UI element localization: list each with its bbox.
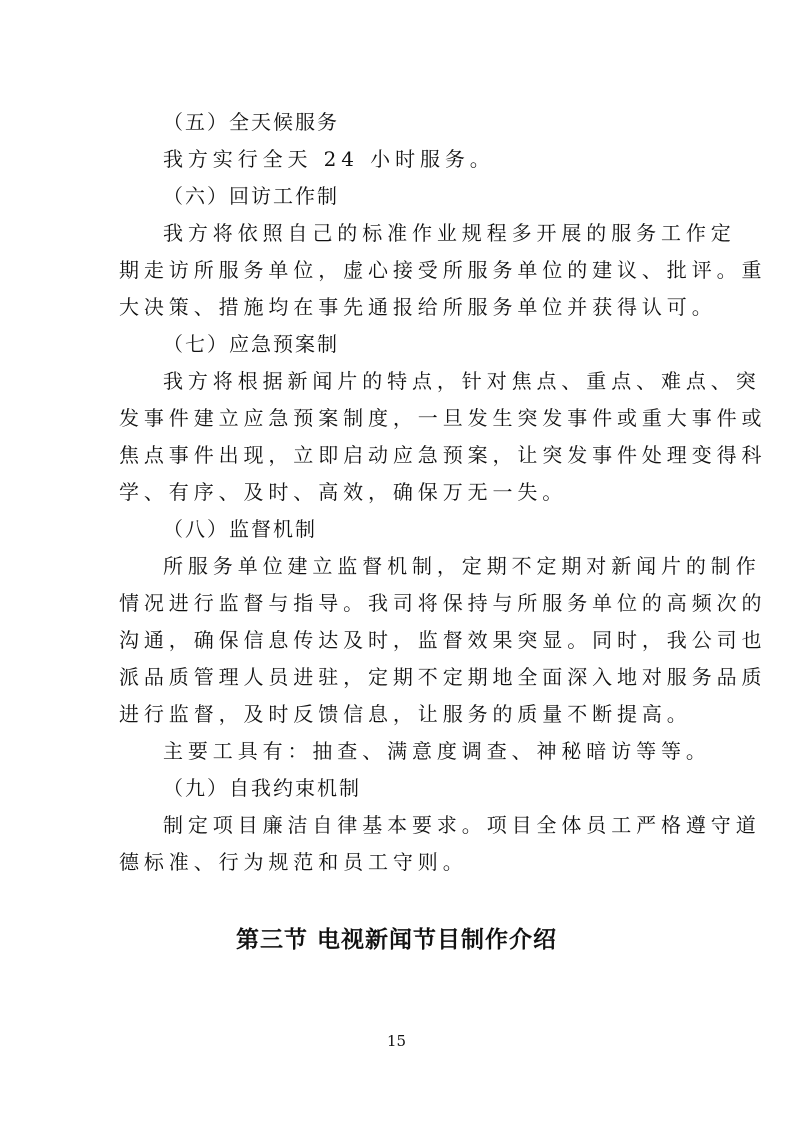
subheading-5: （五）全天候服务 bbox=[163, 110, 339, 134]
paragraph-line: 制定项目廉洁自律基本要求。项目全体员工严格遵守道 bbox=[163, 813, 761, 837]
paragraph-line: 沟通，确保信息传达及时，监督效果突显。同时，我公司也 bbox=[119, 628, 767, 652]
paragraph-line: 我方实行全天 24 小时服务。 bbox=[163, 147, 495, 171]
paragraph-line: 德标准、行为规范和员工守则。 bbox=[119, 850, 468, 874]
paragraph-line: 我方将根据新闻片的特点，针对焦点、重点、难点、突 bbox=[163, 369, 761, 393]
subheading-6: （六）回访工作制 bbox=[163, 184, 339, 208]
section-heading: 第三节 电视新闻节目制作介绍 bbox=[235, 927, 557, 953]
body-text bbox=[119, 104, 767, 881]
subheading-9: （九）自我约束机制 bbox=[163, 776, 361, 800]
paragraph-line: 派品质管理人员进驻，定期不定期地全面深入地对服务品质 bbox=[119, 665, 767, 689]
paragraph-line: 发事件建立应急预案制度，一旦发生突发事件或重大事件或 bbox=[119, 406, 767, 430]
subheading-7: （七）应急预案制 bbox=[163, 332, 339, 356]
paragraph-line: 我方将依照自己的标准作业规程多开展的服务工作定 bbox=[163, 221, 736, 245]
paragraph-line: 进行监督，及时反馈信息，让服务的质量不断提高。 bbox=[119, 702, 692, 726]
paragraph-line: 主要工具有：抽查、满意度调查、神秘暗访等等。 bbox=[163, 739, 711, 763]
subheading-8: （八）监督机制 bbox=[163, 517, 317, 541]
page-number: 15 bbox=[386, 1032, 407, 1050]
paragraph-line: 焦点事件出现，立即启动应急预案，让突发事件处理变得科 bbox=[119, 443, 767, 467]
paragraph-line: 大决策、措施均在事先通报给所服务单位并获得认可。 bbox=[119, 295, 717, 319]
paragraph-line: 情况进行监督与指导。我司将保持与所服务单位的高频次的 bbox=[119, 591, 767, 615]
paragraph-line: 学、有序、及时、高效，确保万无一失。 bbox=[119, 480, 568, 504]
paragraph-line: 所服务单位建立监督机制，定期不定期对新闻片的制作 bbox=[163, 554, 761, 578]
paragraph-line: 期走访所服务单位，虚心接受所服务单位的建议、批评。重 bbox=[119, 258, 767, 282]
